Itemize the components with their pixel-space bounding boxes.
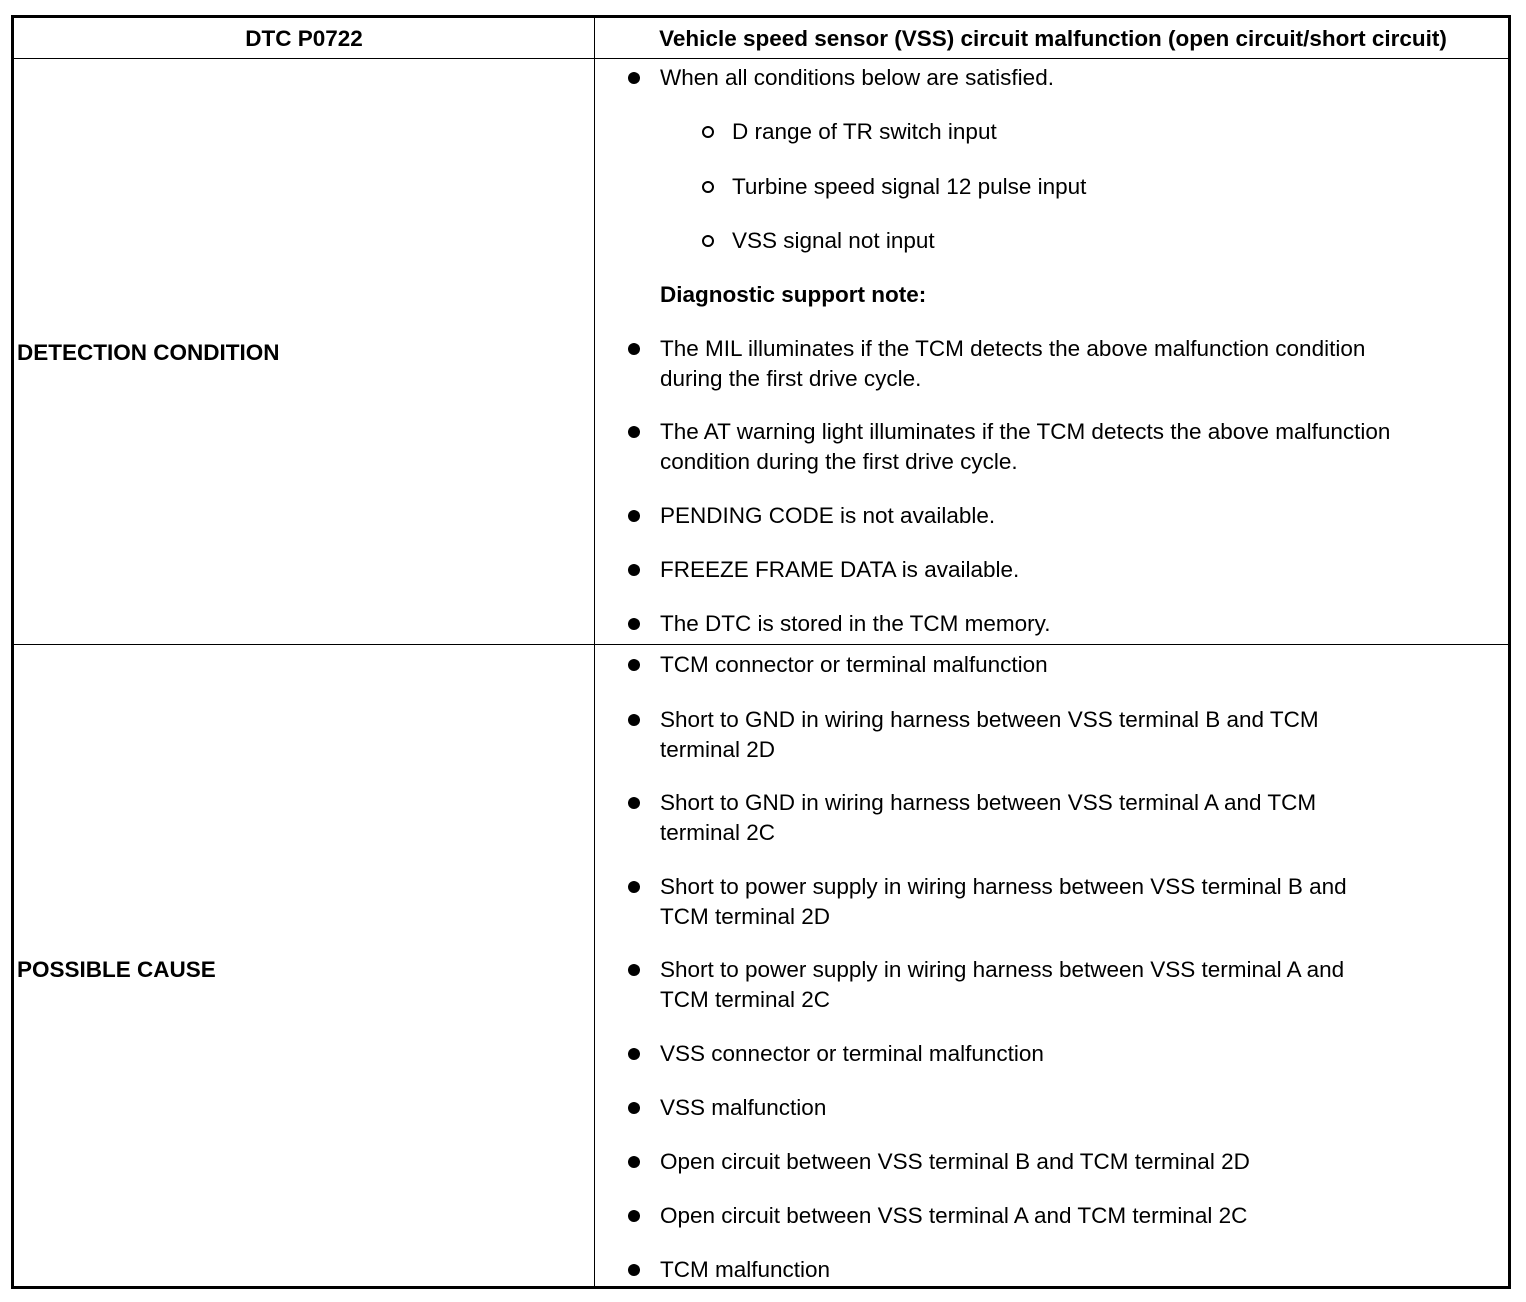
list-item-text: The DTC is stored in the TCM memory. [660, 611, 1051, 636]
row-divider [14, 644, 1508, 645]
bullet-icon [628, 1048, 640, 1060]
header-dtc-description: Vehicle speed sensor (VSS) circuit malfunction (open circuit/short circuit) [659, 26, 1447, 51]
text-line: terminal 2C [660, 820, 776, 845]
list-item-text [660, 788, 1316, 848]
bullet-icon [628, 964, 640, 976]
bullet-icon [628, 659, 640, 671]
bullet-icon [628, 510, 640, 522]
list-item-text [660, 334, 1365, 394]
list-item-text: TCM connector or terminal malfunction [660, 652, 1048, 677]
condition-text: Turbine speed signal 12 pulse input [732, 174, 1087, 199]
bullet-icon [628, 618, 640, 630]
detection-condition-label: DETECTION CONDITION [17, 340, 280, 365]
text-line: The AT warning light illuminates if the TCM detects the above malfunction [660, 419, 1391, 444]
list-item-text: FREEZE FRAME DATA is available. [660, 557, 1020, 582]
bullet-icon [628, 426, 640, 438]
bullet-icon [628, 1210, 640, 1222]
text-line: The MIL illuminates if the TCM detects the above malfunction condition [660, 336, 1366, 361]
text-line: during the first drive cycle. [660, 366, 922, 391]
bullet-icon [628, 1264, 640, 1276]
text-line: terminal 2D [660, 737, 776, 762]
list-item-text: VSS connector or terminal malfunction [660, 1041, 1044, 1066]
open-circle-bullet-icon [702, 126, 714, 138]
column-divider [594, 18, 595, 1286]
list-item-text: PENDING CODE is not available. [660, 503, 996, 528]
bullet-icon [628, 1156, 640, 1168]
text-line: Short to power supply in wiring harness between VSS terminal B and [660, 874, 1347, 899]
bullet-icon [628, 881, 640, 893]
list-item-text [660, 872, 1347, 932]
bullet-icon [628, 1102, 640, 1114]
text-line: Short to GND in wiring harness between VSS terminal A and TCM [660, 790, 1317, 815]
header-dtc-code: DTC P0722 [245, 26, 363, 51]
text-line: TCM terminal 2D [660, 904, 831, 929]
condition-text: VSS signal not input [732, 228, 935, 253]
text-line: TCM terminal 2C [660, 987, 831, 1012]
list-item-text [660, 955, 1344, 1015]
list-item-text [660, 705, 1319, 765]
bullet-icon [628, 72, 640, 84]
list-item-text: Open circuit between VSS terminal A and TCM terminal 2C [660, 1203, 1248, 1228]
text-line: Short to power supply in wiring harness between VSS terminal A and [660, 957, 1345, 982]
text-line: condition during the first drive cycle. [660, 449, 1018, 474]
text-line: Short to GND in wiring harness between VSS terminal B and TCM [660, 707, 1319, 732]
condition-text: D range of TR switch input [732, 119, 997, 144]
possible-cause-label: POSSIBLE CAUSE [17, 957, 216, 982]
list-item-text: VSS malfunction [660, 1095, 827, 1120]
list-item-text: TCM malfunction [660, 1257, 831, 1282]
list-item-text [660, 417, 1390, 477]
open-circle-bullet-icon [702, 181, 714, 193]
list-item-text: When all conditions below are satisfied. [660, 65, 1054, 90]
bullet-icon [628, 797, 640, 809]
bullet-icon [628, 714, 640, 726]
open-circle-bullet-icon [702, 235, 714, 247]
diagnostic-note-heading: Diagnostic support note: [660, 282, 927, 307]
list-item-text: Open circuit between VSS terminal B and TCM terminal 2D [660, 1149, 1250, 1174]
bullet-icon [628, 564, 640, 576]
bullet-icon [628, 343, 640, 355]
